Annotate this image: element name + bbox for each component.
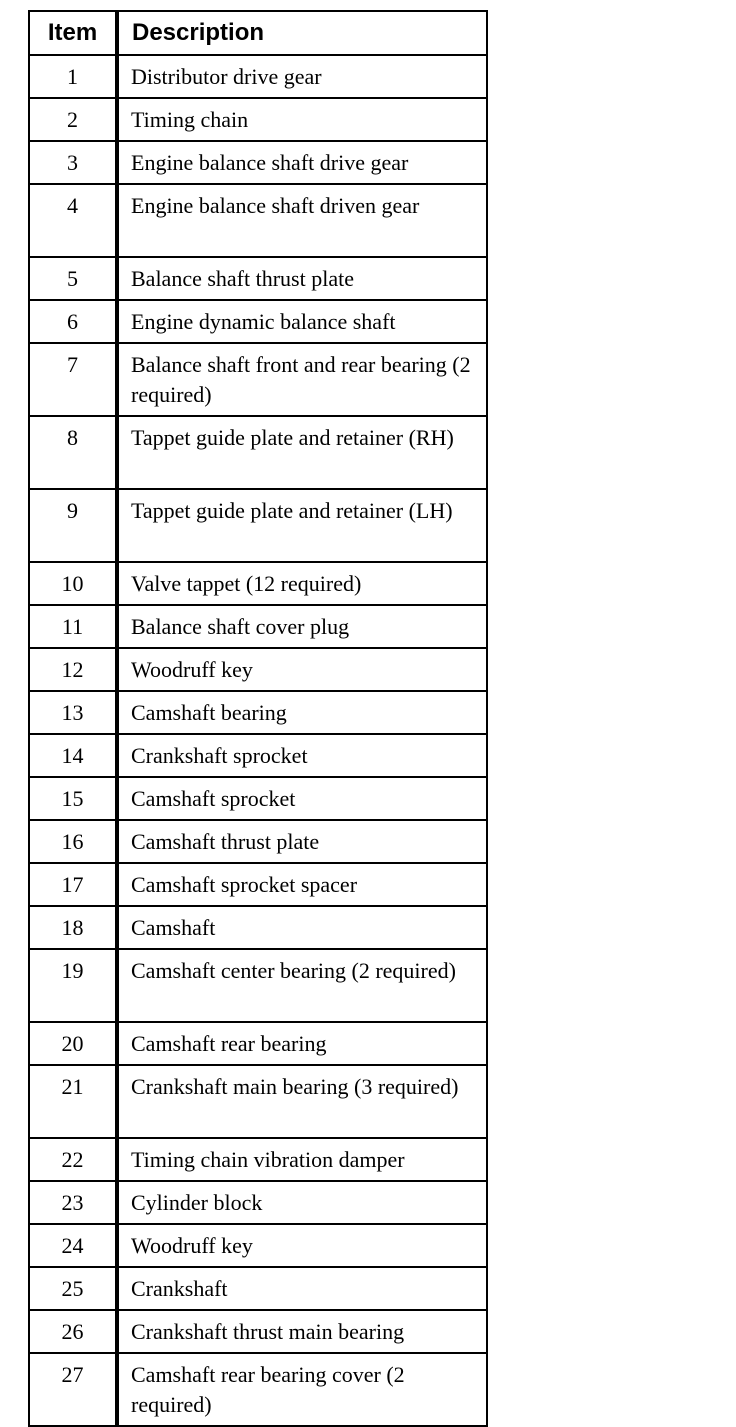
table-row bbox=[29, 489, 487, 562]
table-row bbox=[29, 98, 487, 141]
item-description-cell: Camshaft rear bearing cover (2 required) bbox=[117, 1353, 487, 1426]
item-number-cell: 5 bbox=[29, 257, 117, 300]
item-number-cell: 6 bbox=[29, 300, 117, 343]
table-row bbox=[29, 1267, 487, 1310]
item-description-cell: Cylinder block bbox=[117, 1181, 487, 1224]
table-row bbox=[29, 257, 487, 300]
table-row bbox=[29, 141, 487, 184]
item-description-cell: Camshaft center bearing (2 required) bbox=[117, 949, 487, 1022]
table-row bbox=[29, 1224, 487, 1267]
item-number-cell: 1 bbox=[29, 55, 117, 98]
item-description-cell: Engine balance shaft drive gear bbox=[117, 141, 487, 184]
item-description-cell: Balance shaft cover plug bbox=[117, 605, 487, 648]
item-description-cell: Engine balance shaft driven gear bbox=[117, 184, 487, 257]
table-row bbox=[29, 343, 487, 416]
item-number-cell: 21 bbox=[29, 1065, 117, 1138]
item-number-cell: 26 bbox=[29, 1310, 117, 1353]
table-row bbox=[29, 777, 487, 820]
table-row bbox=[29, 863, 487, 906]
item-number-cell: 19 bbox=[29, 949, 117, 1022]
item-number-cell: 4 bbox=[29, 184, 117, 257]
item-description-cell: Camshaft bearing bbox=[117, 691, 487, 734]
item-description-cell: Tappet guide plate and retainer (LH) bbox=[117, 489, 487, 562]
table-row bbox=[29, 1065, 487, 1138]
item-description-cell: Crankshaft main bearing (3 required) bbox=[117, 1065, 487, 1138]
item-column-header: Item bbox=[29, 11, 117, 55]
item-number-cell: 2 bbox=[29, 98, 117, 141]
header-row bbox=[29, 11, 487, 55]
item-number-cell: 23 bbox=[29, 1181, 117, 1224]
item-description-cell: Distributor drive gear bbox=[117, 55, 487, 98]
item-number-cell: 20 bbox=[29, 1022, 117, 1065]
table-row bbox=[29, 184, 487, 257]
table-row bbox=[29, 416, 487, 489]
item-number-cell: 13 bbox=[29, 691, 117, 734]
item-description-cell: Camshaft bbox=[117, 906, 487, 949]
item-description-cell: Crankshaft sprocket bbox=[117, 734, 487, 777]
item-number-cell: 14 bbox=[29, 734, 117, 777]
table-row bbox=[29, 691, 487, 734]
table-row bbox=[29, 648, 487, 691]
item-number-cell: 15 bbox=[29, 777, 117, 820]
item-number-cell: 24 bbox=[29, 1224, 117, 1267]
item-description-cell: Camshaft sprocket bbox=[117, 777, 487, 820]
item-description-cell: Woodruff key bbox=[117, 1224, 487, 1267]
table-row bbox=[29, 1181, 487, 1224]
item-description-cell: Engine dynamic balance shaft bbox=[117, 300, 487, 343]
item-number-cell: 27 bbox=[29, 1353, 117, 1426]
item-number-cell: 3 bbox=[29, 141, 117, 184]
item-description-cell: Valve tappet (12 required) bbox=[117, 562, 487, 605]
item-number-cell: 25 bbox=[29, 1267, 117, 1310]
table-row bbox=[29, 1138, 487, 1181]
item-number-cell: 11 bbox=[29, 605, 117, 648]
parts-legend-table bbox=[28, 10, 488, 1427]
table-row bbox=[29, 820, 487, 863]
table-row bbox=[29, 1310, 487, 1353]
table-row bbox=[29, 55, 487, 98]
item-number-cell: 16 bbox=[29, 820, 117, 863]
item-number-cell: 8 bbox=[29, 416, 117, 489]
item-description-cell: Crankshaft thrust main bearing bbox=[117, 1310, 487, 1353]
item-description-cell: Woodruff key bbox=[117, 648, 487, 691]
item-description-cell: Balance shaft thrust plate bbox=[117, 257, 487, 300]
table-row bbox=[29, 734, 487, 777]
table-row bbox=[29, 949, 487, 1022]
item-description-cell: Tappet guide plate and retainer (RH) bbox=[117, 416, 487, 489]
item-number-cell: 22 bbox=[29, 1138, 117, 1181]
item-description-cell: Camshaft rear bearing bbox=[117, 1022, 487, 1065]
table-row bbox=[29, 605, 487, 648]
item-description-cell: Camshaft thrust plate bbox=[117, 820, 487, 863]
item-description-cell: Crankshaft bbox=[117, 1267, 487, 1310]
item-description-cell: Camshaft sprocket spacer bbox=[117, 863, 487, 906]
table-row bbox=[29, 906, 487, 949]
item-number-cell: 17 bbox=[29, 863, 117, 906]
item-number-cell: 18 bbox=[29, 906, 117, 949]
table-row bbox=[29, 300, 487, 343]
item-number-cell: 9 bbox=[29, 489, 117, 562]
item-description-cell: Timing chain vibration damper bbox=[117, 1138, 487, 1181]
item-number-cell: 7 bbox=[29, 343, 117, 416]
item-number-cell: 10 bbox=[29, 562, 117, 605]
table-row bbox=[29, 1022, 487, 1065]
item-description-cell: Timing chain bbox=[117, 98, 487, 141]
item-description-cell: Balance shaft front and rear bearing (2 required) bbox=[117, 343, 487, 416]
table-row bbox=[29, 562, 487, 605]
description-column-header: Description bbox=[117, 11, 487, 55]
item-number-cell: 12 bbox=[29, 648, 117, 691]
